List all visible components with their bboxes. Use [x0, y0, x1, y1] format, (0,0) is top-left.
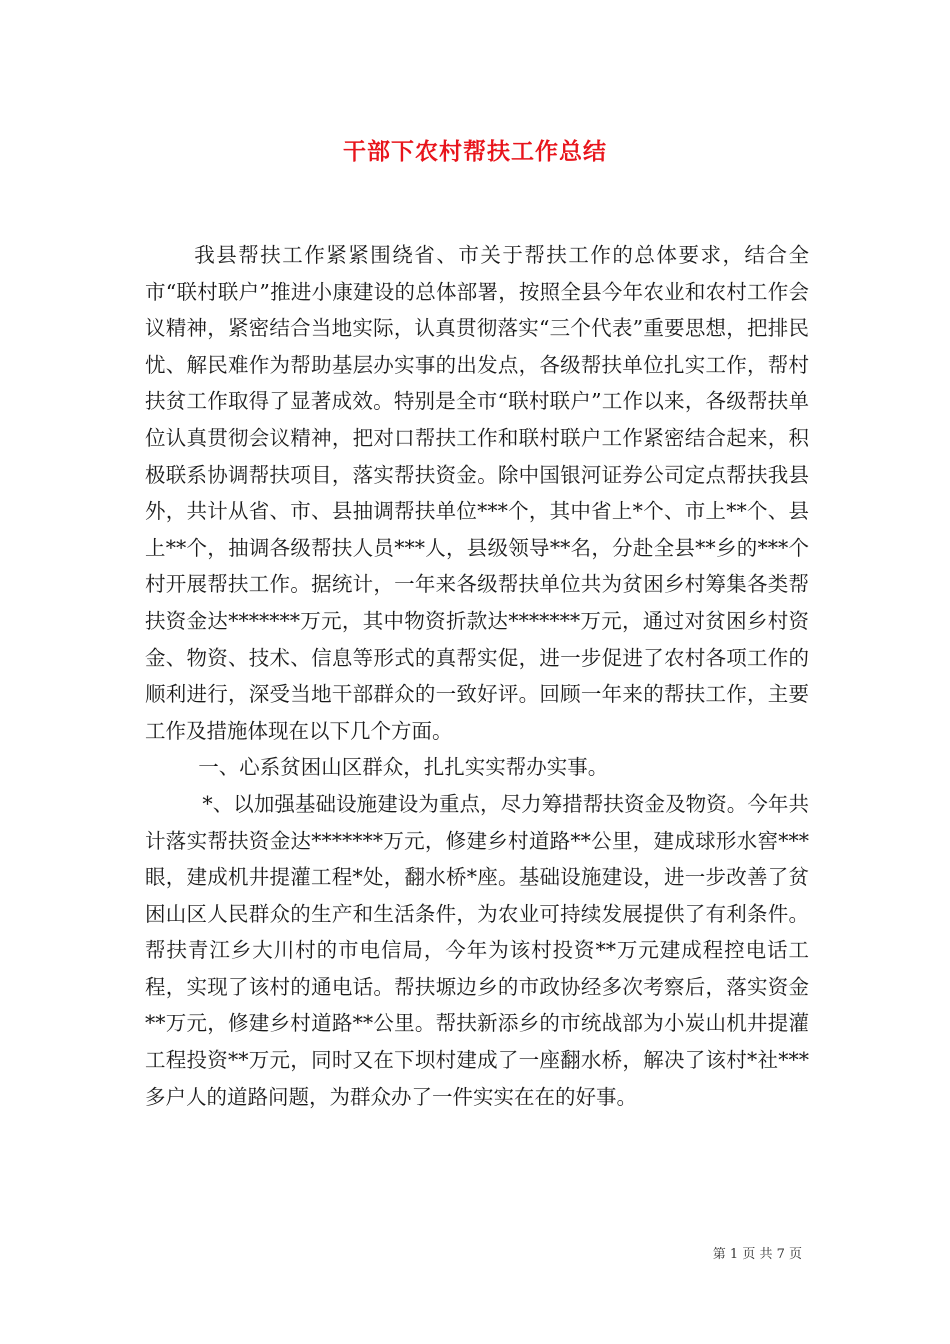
intro-paragraph: 我县帮扶工作紧紧围绕省、市关于帮扶工作的总体要求，结合全市“联村联户”推进小康建设的总体部署，按照全县今年农业和农村工作会议精神，紧密结合当地实际，认真贯彻落实“三个代表”重要思想，把排民忧、解民难作为帮助基层办实事的出发点，各级帮扶单位扎实工作，帮村扶贫工作取得了显著成效。特别是全市“联村联户”工作以来，各级帮扶单位认真贯彻会议精神，把对口帮扶工作和联村联户工作紧密结合起来，积极联系协调帮扶项目，落实帮扶资金。除中国银河证券公司定点帮扶我县外，共计从省、市、县抽调帮扶单位***个，其中省上*个、市上**个、县上**个，抽调各级帮扶人员***人，县级领导**名，分赴全县**乡的***个村开展帮扶工作。据统计，一年来各级帮扶单位共为贫困乡村筹集各类帮扶资金达*******万元，其中物资折款达*******万元，通过对贫困乡村资金、物资、技术、信息等形式的真帮实促，进一步促进了农村各项工作的顺利进行，深受当地干部群众的一致好评。回顾一年来的帮扶工作，主要工作及措施体现在以下几个方面。 [145, 243, 809, 743]
item-paragraph: *、以加强基础设施建设为重点，尽力筹措帮扶资金及物资。今年共计落实帮扶资金达*******万元，修建乡村道路**公里，建成球形水窖***眼，建成机井提灌工程*处，翻水桥*座。基础设施建设，进一步改善了贫困山区人民群众的生产和生活条件，为农业可持续发展提供了有利条件。帮扶青江乡大川村的市电信局，今年为该村投资**万元建成程控电话工程，实现了该村的通电话。帮扶塬边乡的市政协经多次考察后，落实资金**万元，修建乡村道路**公里。帮扶新添乡的市统战部为小炭山机井提灌工程投资**万元，同时又在下坝村建成了一座翻水桥，解决了该村*社***多户人的道路问题，为群众办了一件实实在在的好事。 [145, 791, 809, 1109]
document-body [145, 237, 809, 1115]
page-number: 第 1 页 共 7 页 [712, 1247, 802, 1262]
document-title: 干部下农村帮扶工作总结 [343, 138, 607, 165]
section-heading: 一、心系贫困山区群众，扎扎实实帮办实事。 [198, 755, 609, 780]
